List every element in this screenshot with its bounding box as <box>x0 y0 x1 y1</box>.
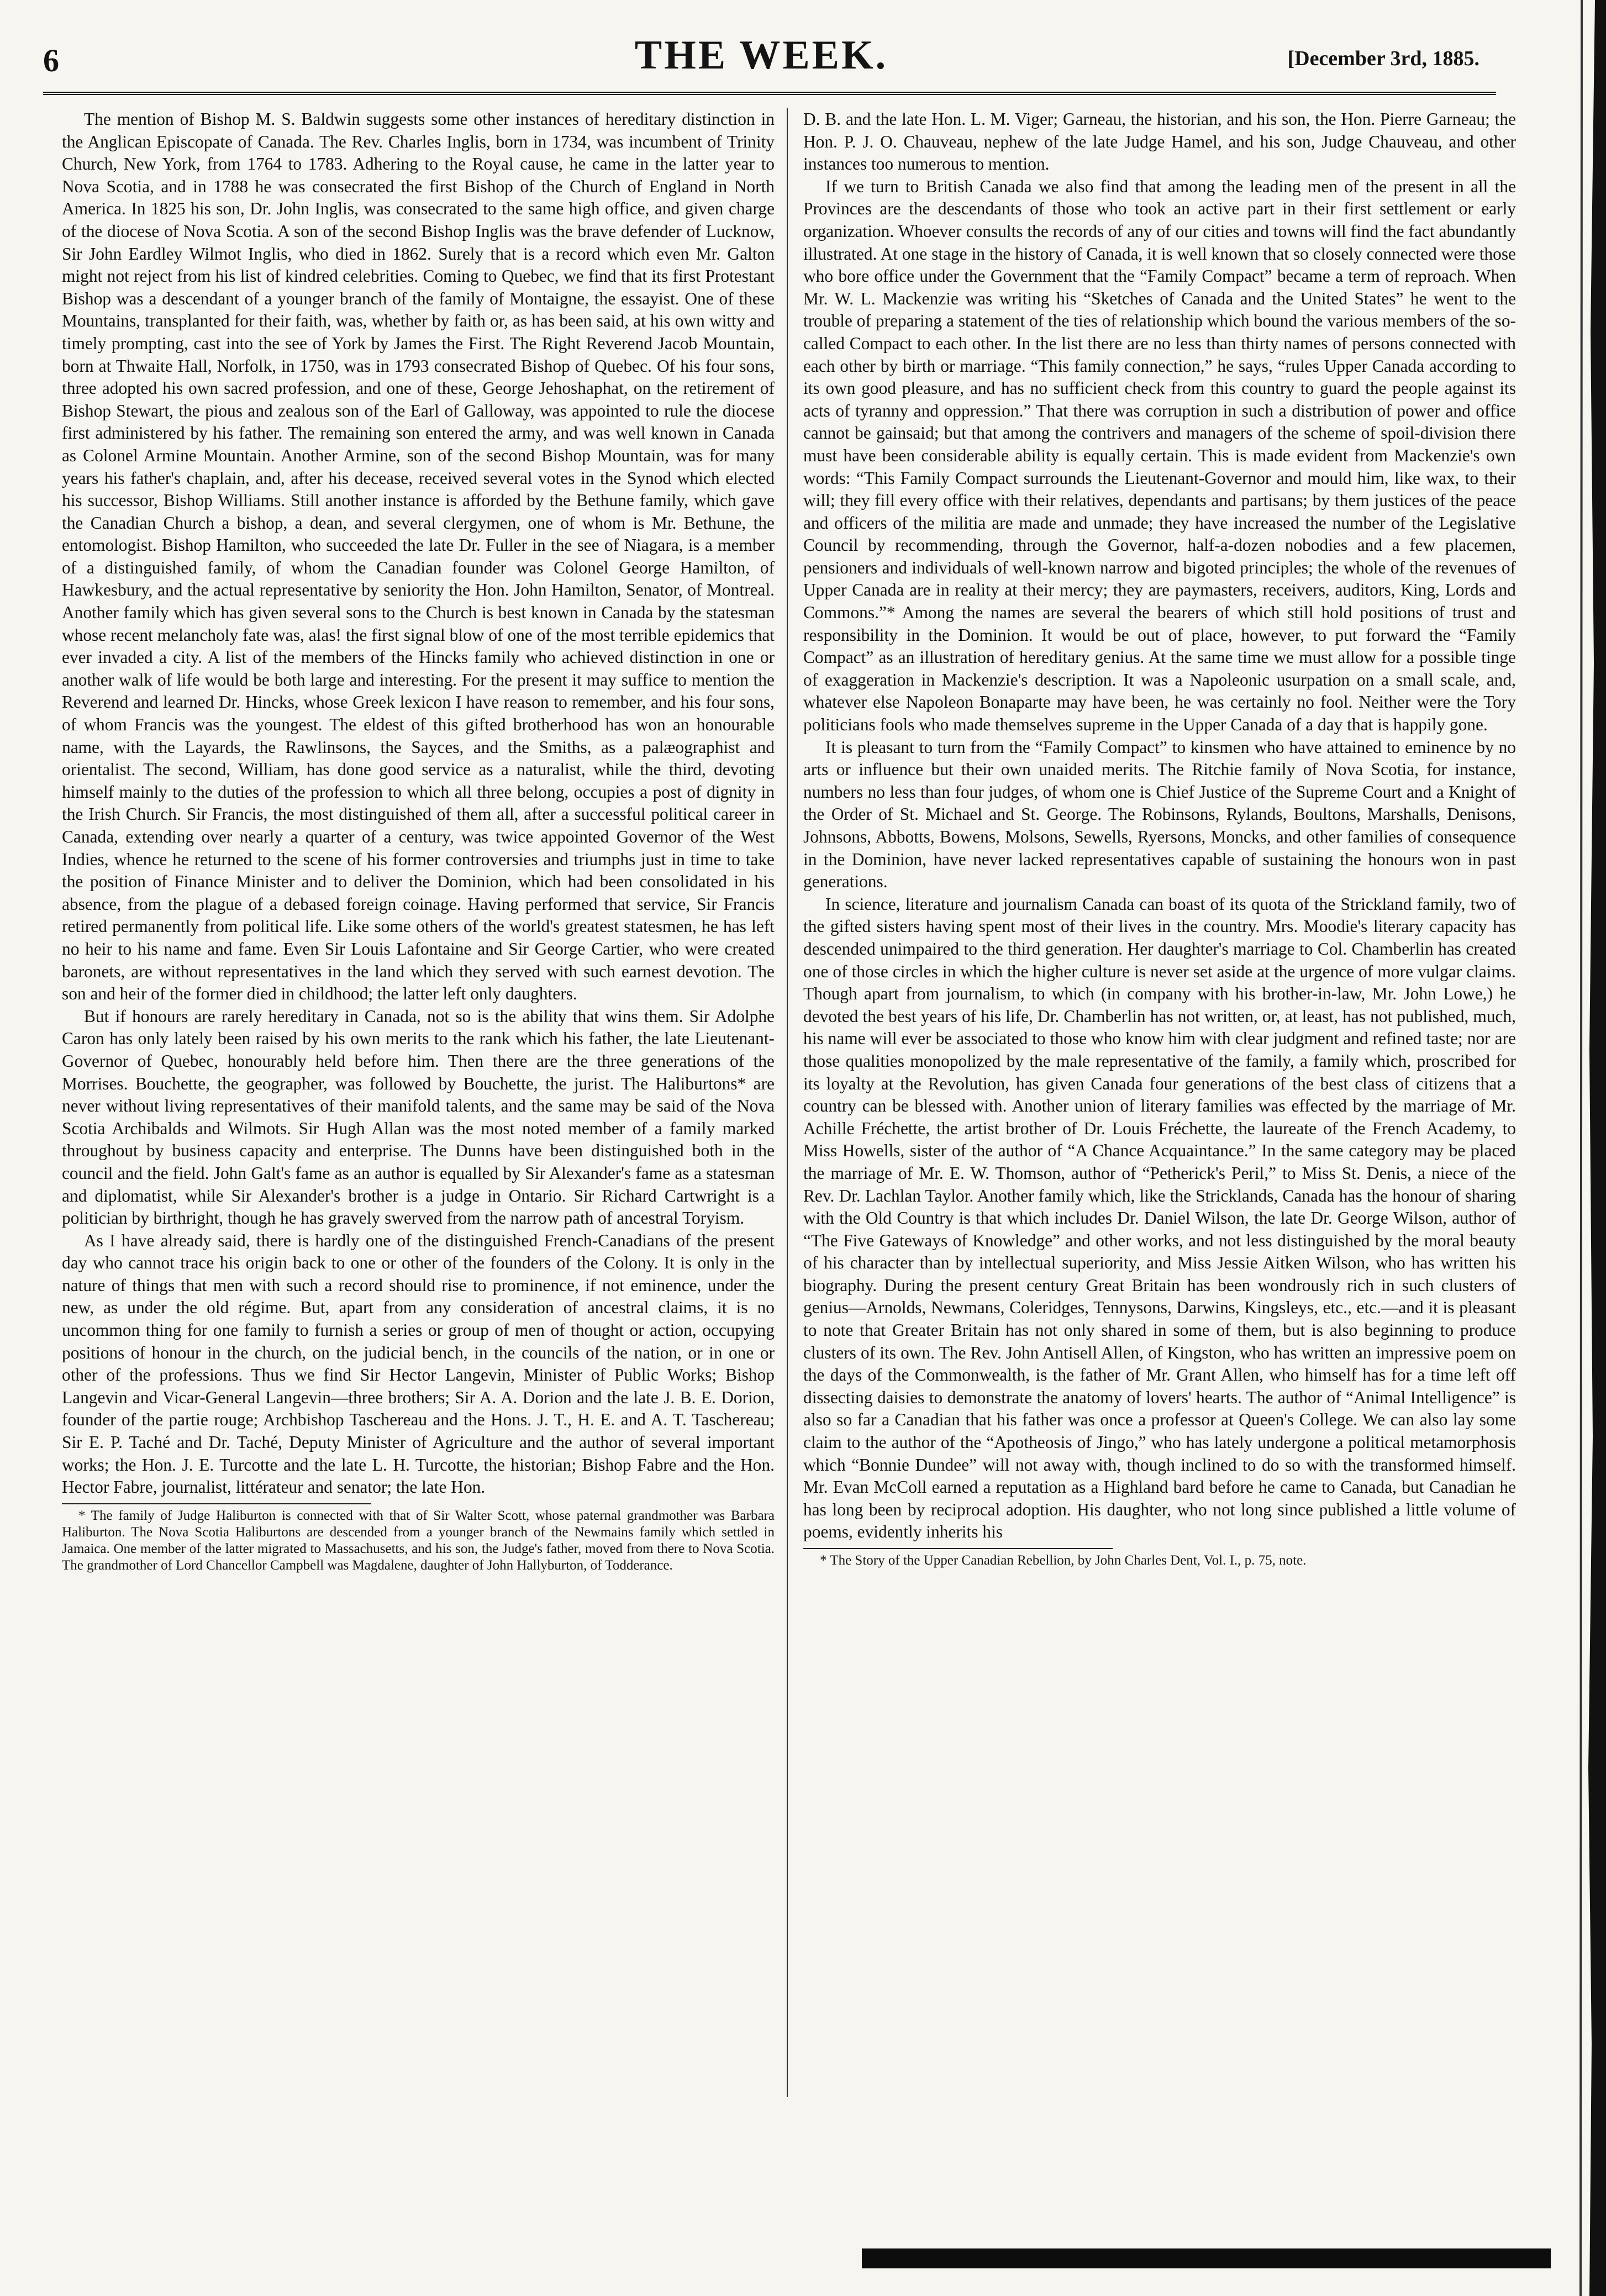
header-rule <box>43 92 1496 95</box>
article-paragraph: The mention of Bishop M. S. Baldwin suggests some other instances of hereditary distinction in the Anglican Episcopate of Canada. The Rev. Charles Inglis, born in 1734, was incumbent of Trinity Church, New York, from 1764 to 1783. Adhering to the Royal cause, he came in the latter year to Nova Scotia, and in 1788 he was consecrated the first Bishop of the Church of England in North America. In 1825 his son, Dr. John Inglis, was consecrated to the same high office, and given charge of the diocese of Nova Scotia. A son of the second Bishop Inglis was the brave defender of Lucknow, Sir John Eardley Wilmot Inglis, who died in 1862. Surely that is a record which even Mr. Galton might not reject from his list of kindred celebrities. Coming to Quebec, we find that its first Protestant Bishop was a descendant of a younger branch of the family of Montaigne, the essayist. One of these Mountains, transplanted for their faith, was, whether by faith or, as has been said, at his own witty and timely prompting, cast into the see of York by James the First. The Right Reverend Jacob Mountain, born at Thwaite Hall, Norfolk, in 1750, was in 1793 consecrated Bishop of Quebec. Of his four sons, three adopted his own sacred profession, and one of these, George Jehoshaphat, on the retirement of Bishop Stewart, the pious and zealous son of the Earl of Galloway, was appointed to rule the diocese first administered by his father. The remaining son entered the army, and was well known in Canada as Colonel Armine Mountain. Another Armine, son of the second Bishop Mountain, was for many years his father's chaplain, and, after his decease, received several votes in the Synod which elected his successor, Bishop Williams. Still another instance is afforded by the Bethune family, which gave the Canadian Church a bishop, a dean, and several clergymen, one of whom is Mr. Bethune, the entomologist. Bishop Hamilton, who succeeded the late Dr. Fuller in the see of Niagara, is a member of a distinguished family, of whom the Canadian founder was Colonel George Hamilton, of Hawkesbury, and the actual representative by seniority the Hon. John Hamilton, Senator, of Montreal. Another family which has given several sons to the Church is best known in Canada by the statesman whose recent melancholy fate was, alas! the first signal blow of one of the most terrible epidemics that ever invaded a city. A list of the members of the Hincks family who achieved distinction in one or another walk of life would be both large and interesting. For the present it may suffice to mention the Reverend and learned Dr. Hincks, whose Greek lexicon I have reason to remember, and his four sons, of whom Francis was the youngest. The eldest of this gifted brotherhood has won an honourable name, with the Layards, the Rawlinsons, the Sayces, and the Smiths, as a palæographist and orientalist. The second, William, has done good service as a naturalist, while the third, devoting himself mainly to the duties of the profession to which all three belong, occupies a post of dignity in the Irish Church. Sir Francis, the most distinguished of them all, after a successful political career in Canada, extending over nearly a quarter of a century, was twice appointed Governor of the West Indies, whence he returned to the scene of his former controversies and triumphs just in time to take the position of Finance Minister and to deliver the Dominion, which had been consolidated in his absence, from the plague of a debased foreign coinage. Having performed that service, Sir Francis retired permanently from political life. Like some others of the world's greatest statesmen, he has left no heir to his name and fame. Even Sir Louis Lafontaine and Sir George Cartier, who were created baronets, are without representatives in the land which they served with such earnest devotion. The son and heir of the former died in childhood; the latter left only daughters. <box>62 109 775 1004</box>
footnote: * The Story of the Upper Canadian Rebellion, by John Charles Dent, Vol. I., p. 75, note. <box>820 1553 1307 1568</box>
footnote: * The family of Judge Haliburton is connected with that of Sir Walter Scott, whose paternal grandmother was Barbara Haliburton. The Nova Scotia Haliburtons are descended from a younger branch of the Newmains family which settled in Jamaica. One member of the latter migrated to Massachusetts, and his son, the Judge's father, moved from there to Nova Scotia. The grandmother of Lord Chancellor Campbell was Magdalene, daughter of John Hallyburton, of Todderance. <box>62 1508 775 1573</box>
issue-date: [December 3rd, 1885. <box>1287 47 1479 70</box>
column-divider <box>787 108 788 2097</box>
article-paragraph: As I have already said, there is hardly one of the distinguished French-Canadians of the present day who cannot trace his origin back to one or other of the founders of the Colony. It is only in the nature of things that men with such a record should rise to prominence, if not eminence, under the new, as under the old régime. But, apart from any consideration of ancestral claims, it is no uncommon thing for one family to furnish a series or group of men of thought or action, occupying positions of honour in the church, on the judicial bench, in the councils of the nation, or in one or other of the professions. Thus we find Sir Hector Langevin, Minister of Public Works; Bishop Langevin and Vicar-General Langevin—three brothers; Sir A. A. Dorion and the late J. B. E. Dorion, founder of the partie rouge; Archbishop Taschereau and the Hons. J. T., H. E. and A. T. Taschereau; Sir E. P. Taché and Dr. Taché, Deputy Minister of Agriculture and the author of several important works; the Hon. J. E. Turcotte and the late L. H. Turcotte, the historian; Bishop Fabre and the Hon. Hector Fabre, journalist, littérateur and senator; the late Hon. <box>62 1230 775 1497</box>
article-paragraph: In science, literature and journalism Canada can boast of its quota of the Strickland family, two of the gifted sisters having spent most of their lives in the country. Mrs. Moodie's literary capacity has descended unimpaired to the third generation. Her daughter's marriage to Col. Chamberlin has created one of those circles in which the higher culture is never set aside at the urgence of more vulgar claims. Though apart from journalism, to which (in company with his brother-in-law, Mr. John Lowe,) he devoted the best years of his life, Dr. Chamberlin has not written, or, at least, has not published, much, his name will ever be associated to those who know him with clear judgment and refined taste; nor are those qualities monopolized by the male representative of the family, a family which, proscribed for its loyalty at the Revolution, has given Canada four generations of the best class of citizens that a country can be blessed with. Another union of literary families was effected by the marriage of Mr. Achille Fréchette, the artist brother of Dr. Louis Fréchette, the laureate of the French Academy, to Miss Howells, sister of the author of “A Chance Acquaintance.” In the same category may be placed the marriage of Mr. E. W. Thomson, author of “Petherick's Peril,” to Miss St. Denis, a niece of the Rev. Dr. Lachlan Taylor. Another family which, like the Stricklands, Canada has the honour of sharing with the Old Country is that which includes Dr. Daniel Wilson, the late Dr. George Wilson, author of “The Five Gateways of Knowledge” and other works, and not less distinguished by the moral beauty of his character than by intellectual superiority, and Miss Jessie Aitken Wilson, who has written his biography. During the present century Great Britain has been wondrously rich in such clusters of genius—Arnolds, Newmans, Coleridges, Tennysons, Darwins, Kingsleys, etc., etc.—and it is pleasant to note that Greater Britain has not only shared in some of them, but is also beginning to produce clusters of its own. The Rev. John Antisell Allen, of Kingston, who has written an impressive poem on the days of the Commonwealth, is the father of Mr. Grant Allen, who himself has for a time left off dissecting daisies to demonstrate the anatomy of lovers' hearts. The author of “Animal Intelligence” is also so far a Canadian that his father was once a professor at Queen's College. We can also lay some claim to the author of the “Apotheosis of Jingo,” who has lately undergone a political metamorphosis which “Bonnie Dundee” will not away with, though inclined to do so with the transformed himself. Mr. Evan McColl earned a reputation as a Highland bard before he came to Canada, but Canadian he has long been by reciprocal adoption. His daughter, who not long since published a little volume of poems, evidently inherits his <box>803 894 1516 1542</box>
scan-edge-bar <box>862 2248 1551 2268</box>
left-column <box>62 108 775 1574</box>
article-paragraph: It is pleasant to turn from the “Family Compact” to kinsmen who have attained to eminence by no arts or influence but their own unaided merits. The Ritchie family of Nova Scotia, for instance, numbers no less than four judges, of whom one is Chief Justice of the Supreme Court and a Knight of the Order of St. Michael and St. George. The Robinsons, Rylands, Boultons, Marshalls, Denisons, Johnsons, Abbotts, Bowens, Molsons, Sewells, Ryersons, Moncks, and other families of consequence in the Dominion, have never lacked representatives capable of sustaining the honours won in past generations. <box>803 737 1516 892</box>
article-paragraph: But if honours are rarely hereditary in Canada, not so is the ability that wins them. Sir Adolphe Caron has only lately been raised by his own merits to the rank which his father, the late Lieutenant-Governor of Quebec, honourably held before him. Then there are the three generations of the Morrises. Bouchette, the geographer, was followed by Bouchette, the jurist. The Haliburtons* are never without living representatives of their manifold talents, and the same may be said of the Nova Scotia Archibalds and Wilmots. Sir Hugh Allan was the most noted member of a family marked throughout by business capacity and enterprise. The Dunns have been distinguished both in the council and the field. John Galt's fame as an author is equalled by Sir Alexander's fame as a statesman and diplomatist, while Sir Alexander's brother is a judge in Ontario. Sir Richard Cartwright is a politician by birthright, though he has gravely swerved from the narrow path of ancestral Toryism. <box>62 1006 775 1228</box>
article-paragraph: If we turn to British Canada we also find that among the leading men of the present in all the Provinces are the descendants of those who took an active part in their first settlement or early organization. Whoever consults the records of any of our cities and towns will find the fact abundantly illustrated. At one stage in the history of Canada, it is well known that so closely connected were those who bore office under the Government that the “Family Compact” became a term of reproach. When Mr. W. L. Mackenzie was writing his “Sketches of Canada and the United States” he went to the trouble of preparing a statement of the ties of relationship which bound the various members of the so-called Compact to each other. In the list there are no less than thirty names of persons connected with each other by birth or marriage. “This family connection,” he says, “rules Upper Canada according to its own good pleasure, and has no sufficient check from this country to guard the people against its acts of tyranny and oppression.” That there was corruption in such a distribution of power and office cannot be gainsaid; but that among the contrivers and managers of the scheme of spoil-division there must have been considerable ability is equally certain. This is made evident from Mackenzie's own words: “This Family Compact surrounds the Lieutenant-Governor and mould him, like wax, to their will; they fill every office with their relatives, dependants and partisans; by them justices of the peace and officers of the militia are made and unmade; they have increased the number of the Legislative Council by recommending, through the Governor, half-a-dozen nobodies and a few placemen, pensioners and individuals of well-known narrow and bigoted principles; the whole of the revenues of Upper Canada are in reality at their mercy; they are paymasters, receivers, auditors, King, Lords and Commons.”* Among the names are several the bearers of which still hold positions of trust and responsibility in the Dominion. It would be out of place, however, to put forward the “Family Compact” as an illustration of hereditary genius. At the same time we must allow for a possible tinge of exaggeration in Mackenzie's description. It was a Napoleonic usurpation on a small scale, and, whatever else Napoleon Bonaparte may have been, he was certainly no fool. Neither were the Tory politicians fools who made themselves supreme in the Upper Canada of a day that is happily gone. <box>803 176 1516 735</box>
page-header <box>43 32 1479 76</box>
page-number: 6 <box>43 43 59 78</box>
binding-edge <box>1556 0 1606 2296</box>
article-paragraph: D. B. and the late Hon. L. M. Viger; Garneau, the historian, and his son, the Hon. Pierre Garneau; the Hon. P. J. O. Chauveau, nephew of the late Judge Hamel, and his son, Judge Chauveau, and other instances too numerous to mention. <box>803 109 1516 174</box>
footnote-rule <box>62 1503 371 1504</box>
journal-title: THE WEEK. <box>634 33 888 78</box>
footnote-rule <box>803 1548 1113 1549</box>
right-column <box>803 108 1516 1569</box>
